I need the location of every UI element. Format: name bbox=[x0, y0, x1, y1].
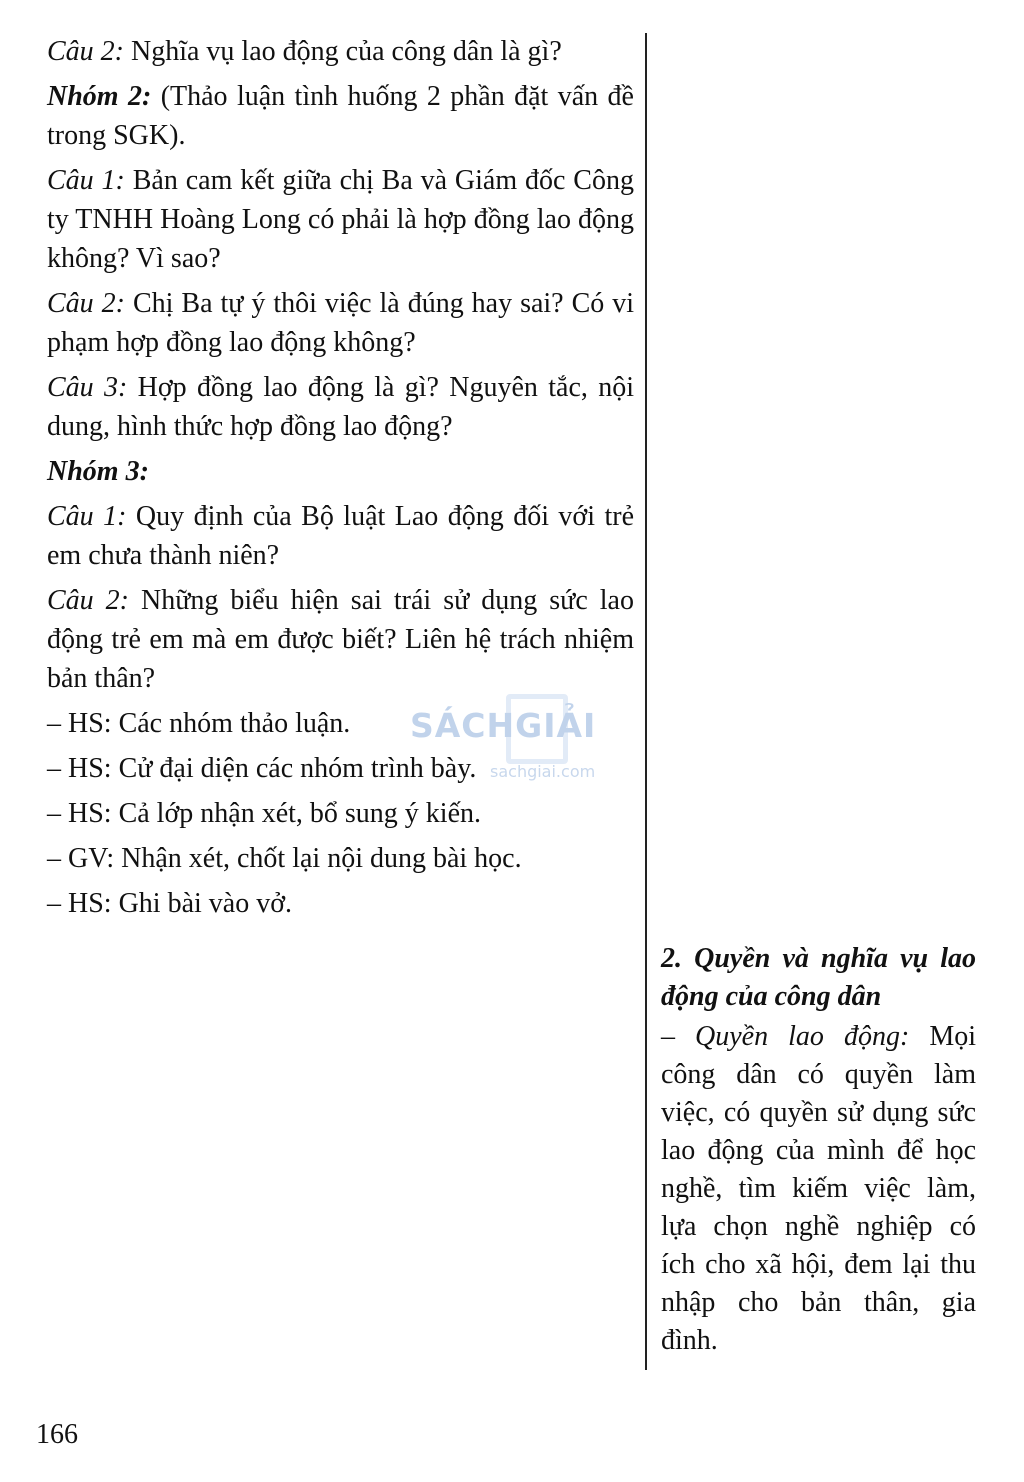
question-para bbox=[47, 497, 634, 575]
group-para bbox=[47, 452, 634, 491]
watermark-url: sachgiai.com bbox=[490, 762, 596, 781]
activity-step: – HS: Cử đại diện các nhóm trình bày. bbox=[47, 753, 477, 784]
question-text: Quy định của Bộ luật Lao động đối với trẻ em chưa thành niên? bbox=[47, 501, 635, 571]
activity-step: – HS: Cả lớp nhận xét, bổ sung ý kiến. bbox=[47, 798, 481, 829]
section-body bbox=[661, 1018, 976, 1360]
activity-step: – HS: Các nhóm thảo luận. bbox=[47, 708, 351, 739]
question-label: Câu 3: bbox=[47, 372, 128, 403]
question-label: Câu 1: bbox=[47, 165, 125, 196]
watermark-logo bbox=[410, 692, 620, 792]
question-text: Nghĩa vụ lao động của công dân là gì? bbox=[124, 36, 562, 67]
question-para bbox=[47, 368, 634, 446]
right-column bbox=[661, 940, 976, 1360]
dash-prefix: – bbox=[661, 1021, 696, 1052]
question-text: Chị Ba tự ý thôi việc là đúng hay sai? Có vi phạm hợp đồng lao động không? bbox=[47, 288, 635, 358]
question-text: Hợp đồng lao động là gì? Nguyên tắc, nội dung, hình thức hợp đồng lao động? bbox=[47, 372, 634, 442]
question-para bbox=[47, 581, 634, 698]
question-label: Câu 2: bbox=[47, 585, 129, 616]
activity-step: – HS: Ghi bài vào vở. bbox=[47, 888, 293, 919]
left-column bbox=[47, 32, 634, 929]
column-divider bbox=[645, 33, 647, 1370]
section-heading: 2. Quyền và nghĩa vụ lao động của công dân bbox=[661, 943, 976, 1012]
question-text: Những biểu hiện sai trái sử dụng sức lao động trẻ em mà em được biết? Liên hệ trách nhiệm bản thân? bbox=[47, 585, 634, 694]
question-text: Bản cam kết giữa chị Ba và Giám đốc Công ty TNHH Hoàng Long có phải là hợp đồng lao động không? Vì sao? bbox=[47, 165, 634, 274]
question-para bbox=[47, 284, 634, 362]
question-label: Câu 2: bbox=[47, 288, 125, 319]
question-para bbox=[47, 161, 634, 278]
section-text: Mọi công dân có quyền làm việc, có quyền sử dụng sức lao động của mình để học nghề, tìm kiếm việc làm, lựa chọn nghề nghiệp có ích cho xã hội, đem lại thu nhập cho bản thân, gia đình. bbox=[661, 1021, 976, 1356]
watermark-brand: SÁCHGIẢI bbox=[410, 706, 597, 745]
question-label: Câu 2: bbox=[47, 36, 124, 67]
group-para bbox=[47, 77, 634, 155]
section-label: Quyền lao động: bbox=[695, 1021, 910, 1052]
activity-step: – GV: Nhận xét, chốt lại nội dung bài học. bbox=[47, 843, 522, 874]
group-text: (Thảo luận tình huống 2 phần đặt vấn đề trong SGK). bbox=[47, 81, 634, 151]
question-para bbox=[47, 32, 634, 71]
group-label: Nhóm 2: bbox=[47, 81, 152, 112]
page-number: 166 bbox=[36, 1419, 78, 1450]
question-label: Câu 1: bbox=[47, 501, 127, 532]
group-label: Nhóm 3: bbox=[47, 456, 149, 487]
